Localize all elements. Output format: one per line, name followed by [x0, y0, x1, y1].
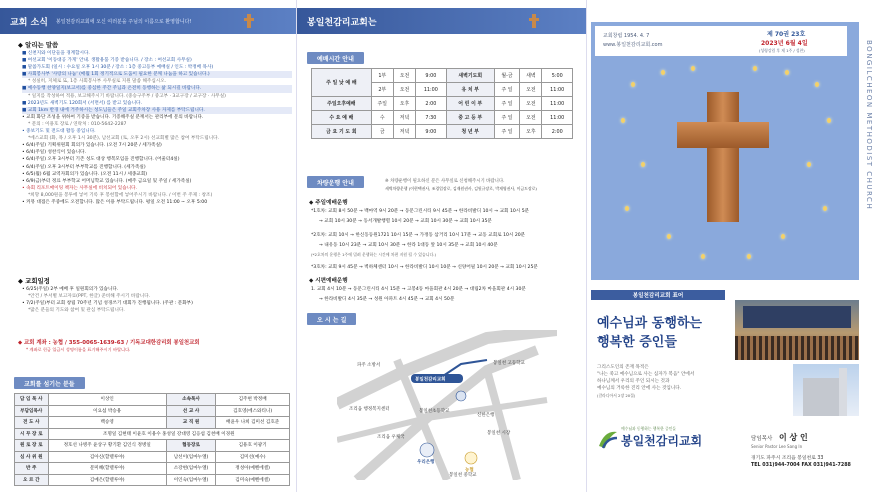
table-cell: 새벽	[520, 69, 542, 83]
table-cell: 저녁	[393, 111, 415, 125]
table-cell: 전 도 사	[15, 417, 49, 429]
logo-church-name: 봉일천감리교회	[621, 434, 703, 448]
cross-icon	[707, 92, 739, 222]
map-label-woori: 우리은행	[417, 460, 435, 465]
news-banner	[0, 8, 296, 34]
motto-heading: 봉일천감리교회 표어	[591, 290, 725, 300]
table-cell: 오전	[520, 97, 542, 111]
table-row	[15, 417, 290, 429]
list-item: *많은 분들의 기도와 참여 및 관심 부탁드립니다.	[28, 308, 125, 314]
candle-light-icon	[747, 254, 751, 259]
table-row	[312, 69, 573, 83]
table-cell: 오후	[520, 125, 542, 139]
table-cell: 11:00	[416, 83, 447, 97]
list-item: *희망 8,000원을 봉투에 넣어 기록 후 봉헌함에 넣어주시기 바랍니다. / 이번 주 주제 : 창조)	[28, 192, 213, 198]
table-cell: 배윤우 나희 김미선 김호준	[216, 417, 290, 429]
building-icon	[456, 391, 466, 401]
table-row	[15, 405, 290, 417]
candle-light-icon	[691, 66, 695, 71]
motto-line-1: 예수님과 동행하는	[597, 316, 702, 331]
vertical-church-name: BONGILCHEON METHODIST CHURCH	[865, 40, 873, 211]
announcements-list	[22, 50, 292, 206]
map-label-highschool: 봉일천 고등학교	[493, 361, 525, 366]
table-cell: 어 린 이 부	[446, 97, 494, 111]
table-cell: 오후	[393, 97, 415, 111]
congregation-photo	[735, 300, 859, 360]
shuttle-route: → 한라비발디 4시 35분 → 성원 아파트 4시 45분 → 교회 4시 50분	[319, 297, 455, 302]
table-cell: 유 치 부	[446, 83, 494, 97]
motto-line-2: 행복한 증인들	[597, 335, 677, 350]
table-row	[312, 125, 573, 139]
church-address: 경기도 파주시 조리읍 봉일천로 33	[751, 456, 824, 461]
table-cell: 금 요 기 도 회	[312, 125, 372, 139]
worship-pill: 예배시간 안내	[307, 52, 364, 64]
info-banner	[297, 8, 586, 34]
list-item: • 7/2(주일)부터 교회 창립 70주년 기념 성경쓰기 대회가 진행됩니다. (주관 : 문화부)	[22, 301, 193, 307]
list-item: * 문의 : 이용호 장로 / 연락처 : 010-5642-2287	[28, 121, 127, 127]
table-row	[312, 111, 573, 125]
list-item: • 6/25(주일) 2부 예배 후 일원회의가 있습니다.	[22, 287, 119, 292]
account-note: * 계좌로 헌금 입금시 성명이름을 표기해주시기 바랍니다.	[26, 347, 131, 352]
candle-light-icon	[785, 70, 789, 75]
shuttle-route: 1. 교회 4시 10분 → 동문그린시티 4시 15분 → 고봉4동 마을회관 4시 20분 → 대림2차 마을회관 4시 30분	[311, 287, 526, 292]
officers-pill: 교회를 섬기는 분들	[14, 377, 85, 389]
list-item: • 6/4(주일) 오후 3시부터 부부학교를 진행합니다. (세가족실)	[22, 164, 146, 170]
sunday-shuttle-title: ◆ 주일예배운행	[309, 200, 348, 206]
logo-slogan: 예수님과 동행하는 행복한 증인들	[621, 426, 676, 431]
table-cell: 교 직 원	[166, 417, 215, 429]
table-cell: 김아신(할렐루야)	[48, 451, 166, 463]
founded-date: 교회창립 1954. 4. 7	[603, 33, 650, 39]
table-cell: 정성아(예벤에셀)	[216, 463, 290, 475]
candle-light-icon	[753, 66, 757, 71]
verse-line: 예수님의 거룩한 진리 안에 사는 것입니다.	[597, 386, 682, 391]
officers-table	[14, 393, 290, 486]
table-cell: 5:00	[542, 69, 573, 83]
verse-line: "나는 죽고 예수님으로 사는 십자가 복음" 안에서	[597, 372, 695, 377]
table-cell: 2:00	[416, 97, 447, 111]
list-item: *안건 / 부서별 보고자료(PPT, 한글) 준비해 주시기 바랍니다.	[28, 294, 151, 300]
candle-light-icon	[815, 82, 819, 87]
table-cell: 금	[371, 125, 393, 139]
shuttle-route: *3호차: 교회 9시 45분 → 벽하체센터 10시 → 한라비발디 10시 10분 → 신양어필 10시 20분 → 교회 10시 25분	[311, 265, 538, 270]
table-cell: 소강현(임마누엘)	[166, 463, 215, 475]
verse-line: 그리스도인의 존재 목적은	[597, 365, 649, 370]
candle-light-icon	[827, 118, 831, 123]
list-item: • 6/9(금)부터 정료 부부학교 어머님학교 있습니다. (매주 금요일 및 주일 / 세가족실)	[22, 178, 192, 184]
table-cell: 수	[371, 111, 393, 125]
table-row	[312, 97, 573, 111]
candle-light-icon	[807, 162, 811, 167]
table-row	[15, 394, 290, 406]
candle-light-icon	[625, 206, 629, 211]
table-cell: 김용호 이광기	[216, 440, 290, 452]
cross-arm	[677, 122, 769, 148]
list-item: ■ 말씀가도회 (일시 : 수요일 오후 1시 30분 / 장소 : 1층 중고등부 예배실 / 인도 : 박정배 목사)	[22, 65, 214, 71]
table-cell: 11:00	[542, 111, 573, 125]
table-row	[15, 474, 290, 486]
church-news-panel	[0, 0, 296, 492]
list-item: * 일지를 작성하여 적용, 보고해주시기 바랍니다. (중승구주부 / 중고부 · 3교구장 / 교구장 · 사무실)	[28, 93, 226, 99]
church-building-image	[793, 364, 859, 416]
table-cell: 김주현 박정배	[216, 394, 290, 406]
table-cell: 부담임목사	[15, 405, 49, 417]
map-label-elementary: 봉일천초등학교	[419, 409, 450, 414]
map-label-office: 조리읍 행정복지센터	[349, 407, 390, 412]
list-item: • 커뮤 대접은 주중에도 오전합니다. 많은 이용 부탁드립니다. 평일 오전 11:00 ~ 오후 5:00	[22, 199, 208, 205]
shuttle-route: → 내유동 10시 23분 → 교회 10시 30분 → 한라 1대동 앞 10시 35분 → 교회 10시 40분	[319, 243, 498, 248]
verse-line: (갈라디아서 2장 20절)	[597, 393, 636, 398]
table-cell: 주 일	[494, 111, 519, 125]
table-cell: 협동장로	[166, 440, 215, 452]
vehicle-note-dawn: 새벽차량운행 (이현택권사, 조경업장로, 김재원권사, 김원규장로, 박재영권사, 이금도장로)	[385, 186, 537, 191]
table-cell: 청 년 부	[446, 125, 494, 139]
candle-light-icon	[667, 234, 671, 239]
candle-light-icon	[641, 162, 645, 167]
table-row	[15, 440, 290, 452]
directions-map	[337, 330, 557, 480]
cross-icon	[244, 14, 254, 28]
pastor-label: 담임목사	[751, 436, 773, 442]
table-cell: 백승영	[48, 417, 166, 429]
news-banner-subtitle: 봉일천감리교회에 오신 여러분을 주님의 이름으로 환영합니다!	[55, 18, 192, 25]
list-item: • 교회 화단 조성을 위하여 기증을 받습니다. 기증해주실 분께서는 관리부에 문의 바랍니다.	[22, 114, 204, 120]
list-item: *에스교회 (화, 목 / 오후 1시 30분), 남선교회 (토, 오후 2시) 선교회별 많은 참여 부탁드립니다.	[28, 136, 219, 142]
table-cell: 수 요 예 배	[312, 111, 372, 125]
verse-line: 하나님께서 우리의 주인 되시는 것과	[597, 379, 670, 384]
shuttle-route: *1호차: 교회 8시 50분 → 백마역 9시 20분 → 동문그린시티 9시 45분 → 한라비발디 10시 → 교회 10시 5분	[311, 209, 530, 214]
bulletin-date: 2023년 6월 4일	[761, 40, 808, 47]
worship-table	[311, 68, 573, 139]
table-cell: 2부	[371, 83, 393, 97]
table-cell: 오전	[393, 83, 415, 97]
list-item: ■ 신천지와 이단들을 경계합시다.	[22, 51, 90, 56]
table-cell: 김미숙(예벤에셀)	[216, 474, 290, 486]
schedule-list	[22, 286, 292, 314]
list-item: • 6/5(월) 6월 교역자회의가 있습니다. (오전 11시 / 세종교회)	[22, 171, 148, 177]
cross-icon	[529, 14, 539, 28]
church-website: www.봉일천감리교회.com	[603, 42, 663, 48]
candle-light-icon	[701, 254, 705, 259]
table-cell: 조명일 김현태 이윤호 이용수 홍성일 강대영 김응섭 김천배 이경원	[48, 428, 289, 440]
cover-artwork	[591, 22, 859, 280]
announcements-title: ◆ 알리는 말씀	[18, 41, 59, 49]
table-cell: 주 일	[494, 125, 519, 139]
table-cell: 주 일	[494, 83, 519, 97]
table-cell: 문미혜(할렐루야)	[48, 463, 166, 475]
table-cell: 저녁	[393, 125, 415, 139]
table-cell: 반 주	[15, 463, 49, 475]
table-cell: 월-금	[494, 69, 519, 83]
table-cell: 오전	[520, 83, 542, 97]
map-label-nh: 농협	[465, 468, 474, 473]
schedule-title: ◆ 교회일정	[18, 277, 50, 285]
map-label-market: 봉일천 시장	[487, 431, 511, 436]
verse-text	[597, 364, 737, 399]
pastor-english: Senior Pastor Lee Sang In	[751, 444, 803, 449]
table-cell: 이요섭 박승용	[48, 405, 166, 417]
table-cell: 11:00	[542, 83, 573, 97]
vehicle-pill: 차량운행 안내	[307, 176, 364, 188]
list-item: • 속회 리포트매이팅 책자는 사무실에 비치되어 있습니다.	[22, 185, 137, 191]
list-item: ■ 사회봉사부 '사랑의 나눔' (매월 1회 정기적으로 도움이 필요한 분께 나눔을 하고 있습니다.)	[22, 71, 292, 78]
shuttle-route: *2호차: 교회 10시 → 한신동등원1721 10시 15분 → 가정동 삼거리 10시 17분 → 교동 교회로 10시 20분	[311, 233, 526, 238]
table-cell: 이상인	[48, 394, 166, 406]
table-cell: 1부	[371, 69, 393, 83]
afternoon-shuttle-title: ◆ 시편예배운행	[309, 278, 348, 284]
bulletin-cover-panel	[586, 0, 890, 492]
list-item: ■ 여선교회 '이동대공 가게' 안내. 생활용품 기증 받습니다. / 장소 : 여선교회 사무실)	[22, 58, 192, 64]
table-cell: 2:00	[542, 125, 573, 139]
table-cell: 주일	[371, 97, 393, 111]
list-item: • 6/4(주일) 기획위원회 회의가 있습니다. (오전 7시 20분 / 세가족실)	[22, 143, 162, 149]
candle-light-icon	[631, 82, 635, 87]
news-banner-title: 교회 소식	[10, 17, 48, 28]
table-cell: 남선이(임마누엘)	[166, 451, 215, 463]
table-cell: 새벽기도회	[446, 69, 494, 83]
table-row	[15, 451, 290, 463]
week-note: (성령강림 후 제 1주 / 성찬)	[759, 48, 805, 53]
table-cell: 이인숙(임마누엘)	[166, 474, 215, 486]
map-label-middleschool: 봉일천 중학교	[449, 473, 477, 478]
bank-icon	[420, 443, 434, 457]
table-cell: 주일오후예배	[312, 97, 372, 111]
motto-section	[591, 290, 859, 360]
church-account: ◆ 교회 계좌 : 농협 / 355-0065-1639-63 / 기독교대한감리회 봉일천교회	[18, 340, 200, 346]
candle-light-icon	[823, 206, 827, 211]
map-label-shinhan: 신한은행	[477, 413, 495, 418]
shuttle-route: → 교회 10시 30분 → 동서개발행렬 10시 20분 → 교회 10시 30분 → 교회 10시 35분	[319, 219, 492, 224]
table-cell: 원 로 장 로	[15, 440, 49, 452]
table-cell: 오전	[393, 69, 415, 83]
map-label-firestation: 파주 소방서	[357, 363, 381, 368]
list-item: • 6/4(주일) 오후 3시부터 기존 성도 대상 행복모임을 진행합니다. (어울터4실)	[22, 157, 180, 163]
table-row	[15, 463, 290, 475]
table-cell: 9:00	[416, 125, 447, 139]
table-cell: 소속목사	[166, 394, 215, 406]
table-cell: 심 사 위 원	[15, 451, 49, 463]
candle-light-icon	[661, 70, 665, 75]
table-cell: 김미선(예수)	[216, 451, 290, 463]
list-item: * 성실히, 지체로 또, 1층 사회봉사부 사무실로 지원 말씀 해주십시오.	[28, 79, 167, 85]
church-logo-icon	[597, 428, 619, 450]
shuttle-route: (*2호차의 운행은 1주에 밀려 운행하는 시간에 차편 지원 될 수 있습니다.)	[311, 252, 437, 257]
list-item: ■ 예수동행 찬양일지(보고서)를 중심한 주간 주님과 온전히 동행하는 삶 되시길 바랍니다.	[22, 85, 292, 92]
pastor-name: 이 상 인	[779, 433, 808, 442]
table-cell: 담 임 목 사	[15, 394, 49, 406]
table-row	[15, 428, 290, 440]
list-item: • 6/4(주일) 성찬식이 있습니다.	[22, 150, 86, 156]
table-cell: 시 무 장 로	[15, 428, 49, 440]
info-banner-title: 봉일천감리교회는	[307, 17, 377, 28]
candle-light-icon	[781, 234, 785, 239]
directions-pill: 오 시 는 길	[307, 313, 356, 325]
church-phone: TEL 031)944-7004 FAX 031)941-7288	[751, 463, 851, 468]
church-info-panel	[296, 0, 586, 492]
table-cell: 김호영(에스와티니)	[216, 405, 290, 417]
table-cell: 중 고 등 부	[446, 111, 494, 125]
table-cell: 주 일	[494, 97, 519, 111]
candle-light-icon	[621, 118, 625, 123]
table-cell: 7:30	[416, 111, 447, 125]
map-label-postoffice: 조리읍 우체국	[377, 435, 405, 440]
table-cell: 정호선 나병주 윤상구 황기환 김인식 정병일	[48, 440, 166, 452]
map-label-church: 봉일천감리교회	[415, 377, 446, 383]
table-cell: 김예은(할렐루야)	[48, 474, 166, 486]
table-cell: 선 교 사	[166, 405, 215, 417]
list-item: ■ 교회 1km 반경 내에 거주하시는 성도님들은 주일 교회주차장 사용 자제를 부탁드립니다.	[22, 107, 292, 114]
table-cell: 오 르 간	[15, 474, 49, 486]
cover-header	[595, 26, 847, 56]
bank-icon	[465, 452, 477, 464]
table-cell: 주 일 낮 예 배	[312, 69, 372, 97]
vehicle-note: ※ 차량운행이 필요하신 분은 사무실로 신청해주시기 바랍니다.	[385, 179, 505, 184]
table-cell: 9:00	[416, 69, 447, 83]
list-item: ■ 2023년도 새벽기도 120회서 (서면서) 를 받고 있습니다.	[22, 100, 142, 106]
table-cell: 오전	[520, 111, 542, 125]
list-item: • 중보기도 및 전도대 활동 중입니다.	[22, 129, 96, 135]
issue-number: 제 70권 23호	[767, 31, 806, 38]
table-cell: 11:00	[542, 97, 573, 111]
